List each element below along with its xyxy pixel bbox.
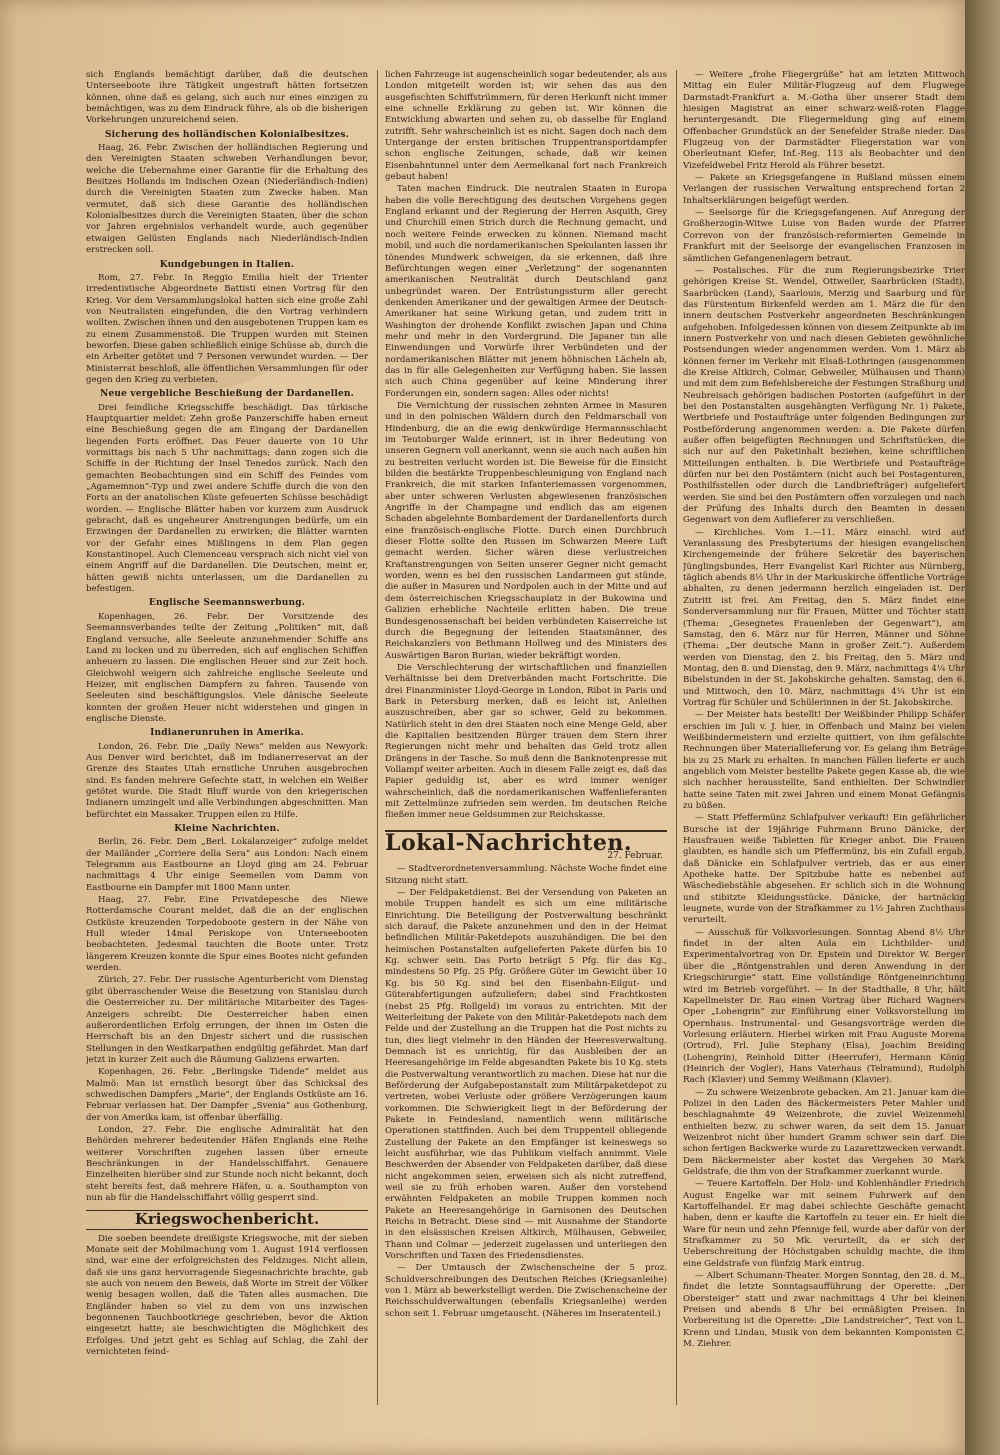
news-item: Zürich, 27. Febr. Der russische Agenturbericht vom Dienstag gibt überraschender Weise die Besetzung von Stanislau durch die Oesterreicher zu. Der militärische Mitarbeiter des Tages-Anzeigers schreibt: Die Oesterreicher haben einen außerordentlichen Erfolg errungen, der ihnen im Osten die Herrschaft bis an den Dnjestr sichert und die russischen Stellungen in den Westkarpathen endgültig gefährdet. Man darf jetzt in kurzer Zeit auch die Räumung Galiziens erwarten.	[86, 975, 368, 1065]
article-italy: Rom, 27. Febr. In Reggio Emilia hielt der Trienter irredentistische Abgeordnete Battisti einen Vortrag für den Krieg. Vor dem Versammlungslokal hatten sich eine große Zahl von Neutralisten eingefunden, die den Vortrag verhindern wollten. Zwischen ihnen und den ausgebotenen Truppen kam es zu einem Zusammenstoß. Die Truppen wurden mit Steinen beworfen. Diese gaben schließlich einige Schüsse ab, durch die ein Arbeiter getötet und 7 Personen verwundet wurden. — Der Ministerrat beschloß, alle öffentlichen Versammlungen für oder gegen den Krieg zu verbieten.	[86, 272, 368, 385]
section-title-local-news: Lokal-Nachrichten.	[385, 830, 667, 849]
column-2	[385, 70, 667, 1405]
article-dardanelles: Drei feindliche Kriegsschiffe beschädigt. Das türkische Hauptquartier meldet: Zehn große Panzerschiffe haben erneut eine Beschießung gegen die am Eingang der Dardanellen liegenden Forts eröffnet. Das Feuer dauerte von 10 Uhr vormittags bis nach 5 Uhr nachmittags; dann zogen sich die Schiffe in der Richtung der Insel Tenedos zurück. Nach den gemachten Beobachtungen sind ein Schiff des Feindes vom „Agamemnon“-Typ und zwei andere Schiffe durch die von den Forts an der anatolischen Küste gefeuerten Schüsse beschädigt worden. — Englische Blätter haben vor kurzem zum Ausdruck gebracht, daß es ungeheurer Anstrengungen bedürfe, um ein Erzwingen der Dardanellen zu erwirken; die Blätter warnten vor der Gefahr eines Mißlingens in dem Plan gegen Konstantinopel. Auch Clemenceau versprach sich nicht viel von einem Angriff auf die Dardanellen. Die Deutschen, meint er, hätten gewiß nichts unterlassen, um die Dardanellen zu befestigen.	[86, 402, 368, 595]
local-item: — Statt Pfeffermünz Schlafpulver verkauft! Ein gefährlicher Bursche ist der 19jährige Fuhrmann Bruno Dänicke, der Hausfrauen weiße Tabletten für Krieger anbot. Die Frauen glaubten, es handle sich um Pfeffermünz, bis ein Zufall ergab, daß Dänicke ein Schlafpulver vertrieb, das er aus einer Apotheke hatte. Der Spitzbube hatte es nebenbei auf Wäschediebstähle abgesehen. Er schlich sich in die Wohnung und stibitzte Kleidungsstücke. Dänicke, der hartnäckig leugnete, wurde von der Strafkammer zu 1½ Jahren Zuchthaus verurteilt.	[683, 813, 965, 926]
column-1	[86, 70, 368, 1405]
local-item: — Postalisches. Für die zum Regierungsbezirke Trier gehörigen Kreise St. Wendel, Ottweiler, Saarbrücken (Stadt), Saarbrücken (Land), Saarlouis, Merzig und Saarburg und für das Fürstentum Birkenfeld werden am 1. März die für den innern deutschen Postverkehr angeordneten Beschränkungen aufgehoben. Infolgedessen können von diesem Zeitpunkte ab im innern Postverkehr von und nach diesen Gebieten gewöhnliche Postsendungen wieder angenommen werden. Vom 1. März ab können ferner im Verkehr mit Elsaß-Lothringen (ausgenommen die Kreise Altkirch, Colmar, Gebweiler, Mülhausen und Thann) und mit dem zum Befehlsbereiche der Festungen Straßburg und Neubreisach gehörigen badischen Postorten (aufgeführt in der bei den Postanstalten ausgehängten Verfügung Nr. 1) Pakete, Wertbriefe und Postaufträge unter folgenden Bedingungen zur Postbeförderung angenommen werden: a. Die Pakete dürfen außer offen beigefügten Rechnungen und Schriftstücken, die sich nur auf den Paketinhalt beziehen, keine schriftlichen Mitteilungen enthalten. b. Die Wertbriefe und Postaufträge dürfen nur bei den Postämtern (nicht auch bei Postagenturen, Posthilfsstellen oder durch die Landbriefträger) aufgeliefert werden. Sie sind bei den Postämtern offen vorzulegen und nach der Prüfung des Inhalts durch den Beamten in dessen Gegenwart von dem Auflieferer zu verschließen.	[683, 265, 965, 526]
article-paragraph: Taten machen Eindruck. Die neutralen Staaten in Europa haben die volle Berechtigung des deutschen Vorgehens gegen England erkannt und der Regierung der Herren Asquith, Grey und Churchill einen Strich durch die Rechnung gemacht, und noch weitere Feinde erwecken zu können. Niemand macht mobil, und auch die nordamerikanischen Spekulanten lassen ihr tönendes Mundwerk schweigen, da sie erkennen, daß ihre Befürchtungen wegen einer „Verletzung“ der sogenannten amerikanischen Neutralität durch Deutschland ganz unbegründet waren. Der Entrüstungssturm aller gerecht denkenden Amerikaner und der gewaltigen Armee der Deutsch-Amerikaner hat seine Wirkung getan, und zudem tritt in Washington der drohende Konflikt zwischen Japan und China mehr und mehr in den Vordergrund. Die Japaner tun alle Einwendungen und Vorwürfe ihrer Verbündeten und der nordamerikanischen Blätter mit jenem höhnischen Lächeln ab, das in für alle Gelegenheiten zur Verfügung haben. Sie lassen sich auch China gegenüber auf keine Minderung ihrer Forderungen ein, sondern sagen: Alles oder nichts!	[385, 184, 667, 399]
local-item: — Der Meister hats bestellt! Der Weißbinder Philipp Schäfer erschien im Juli v. J. hier, in Offenbach und Mainz bei vielen Weißbindermeistern und erzielte quittiert, von ihm gefälschte Rechnungen über Materiallieferung vor. Es gelang ihm Beträge bis zu 25 Mark zu erhalten. In manchen Fällen lieferte er auch angeblich vom Meister bestellte Pakete gegen Kasse ab, die wie sich nachher herausstellte, Sand enthielten. Der Schwindler hatte seine Taten mit zwei Jahren und einem Monat Gefängnis zu büßen.	[683, 710, 965, 811]
article-continuation: sich Englands bemächtigt darüber, daß die deutschen Unterseeboote ihre Tätigkeit ungestraft hätten fortsetzen können, ohne daß es gelang, sich auch nur eines einzigen zu bemächtigen, was zu dem Eindruck führe, als ob die bisherigen Vorkehrungen unzureichend seien.	[86, 70, 368, 126]
column-rule	[377, 70, 378, 1405]
local-item: — Seelsorge für die Kriegsgefangenen. Auf Anregung der Großherzogin-Witwe Luise von Baden wurde der Pfarrer Correvon von der französisch-reformierten Gemeinde in Frankfurt mit der Seelsorge der evangelischen Franzosen in sämtlichen Gefangenenlagern betraut.	[683, 208, 965, 264]
headline-small-news: Kleine Nachrichten.	[174, 824, 280, 834]
column-rule	[676, 70, 677, 1405]
article-holland: Haag, 26. Febr. Zwischen der holländischen Regierung und den Vereinigten Staaten schweben Verhandlungen bevor, welche die Uebernahme einer Garantie für die Erhaltung des Besitzes Hollands im Indischen Ozean (Niederländisch-Indien) durch die Vereinigten Staaten zum Zwecke haben. Man vermutet, daß sich diese Garantie des holländischen Kolonialbesitzes durch die Vereinigten Staaten, über die schon vor Jahren ergebnislos verhandelt wurde, auch gegenüber etwaigen Gelüsten Englands nach Niederländisch-Indien erstrecken soll.	[86, 143, 368, 256]
news-item: Haag, 27. Febr. Eine Privatdepesche des Niewe Rotterdamsche Courant meldet, daß die an der englischen Ostküste kreuzenden Torpedoboote gestern in der Nähe von Hull wieder 14mal Periskope von Unterseebooten beobachteten. Jedesmal tauchten die Boote unter. Trotz längerem Kreuzen konnte die Spur eines Bootes nicht gefunden werden.	[86, 895, 368, 974]
headline-seamen: Englische Seemannswerbung.	[148, 598, 306, 609]
book-binding	[965, 0, 1000, 1455]
local-item: — Albert Schumann-Theater. Morgen Sonntag, den 28. d. M., findet die letzte Sonntagsaufführung der Operette: „Der Obersteiger“ statt und zwar nachmittags 4 Uhr bei kleinen Preisen und abends 8 Uhr bei ermäßigten Preisen. In Vorbereitung ist die Operette: „Die Landstreicher“, Text von L. Krenn und Lindau, Musik von dem bekannten Komponisten C. M. Ziehrer.	[683, 1271, 965, 1350]
headline-italy: Kundgebungen in Italien.	[159, 259, 295, 270]
local-item: — Weitere „frohe Fliegergrüße“ hat am letzten Mittwoch Mittag ein Euler Militär-Flugzeug auf dem Flugwege Darmstadt-Frankfurt a. M.-Gotha über unserer Stadt dem hiesigen Magistrat an einer schwarz-weiß-roten Flagge heruntergesandt. Die Fliegermeldung ging auf einem Offenbacher Grundstück an der Senefelder Straße nieder. Das Flugzeug von der Darmstädter Fliegerstation war von Oberleutnant Kiefer, Inf.-Reg. 113 als Beobachter und den Vizefeldwebel Fritz Herold als Führer besetzt.	[683, 70, 965, 171]
news-item: Kopenhagen, 26. Febr. „Berlingske Tidende“ meldet aus Malmö: Man ist ernstlich besorgt über das Schicksal des schwedischen Dampfers „Marie“, der Englands Ostküste am 16. Februar verlassen hat. Der Dampfer „Svenia“ aus Gothenburg, der von Amerika kam, ist offenbar überfällig.	[86, 1067, 368, 1123]
column-3	[683, 70, 965, 1405]
article-continuation: lichen Fahrzeuge ist augenscheinlich sogar bedeutender, als aus London mitgeteilt worden ist; wir sehen das aus den ausgefischten Schiffstrümmern, für deren Herkunft nicht immer eine schnelle Erklärung zu geben ist. Wir können die Entwicklung abwarten und sehen zu, ob dasselbe für England zutrifft. Sehr wahrscheinlich ist es nicht. Sagen doch nach dem Untergange der ersten britischen Truppentransportdampfer schon englische Zeitungen, schade, daß wir keinen Eisenbahntunnel unter dem Aermelkanal fort nach Frankreich gebaut haben!	[385, 70, 667, 183]
news-item: Berlin, 26. Febr. Dem „Berl. Lokalanzeiger“ zufolge meldet der Mailänder „Corriere della Sera“ aus London: Nach einem Telegramm aus Eastbourne an Lloyd ging am 24. Februar nachmittags 4 Uhr einige Seemeilen vom Damm von Eastbourne ein Dampfer mit 1800 Mann unter.	[86, 837, 368, 893]
local-item: — Teuere Kartoffeln. Der Holz- und Kohlenhändler Friedrich August Engelke war mit seinem Fuhrwerk auf den Kartoffelhandel. Er mag dabei schlechte Geschäfte gemacht haben, denn er kaufte die Kartoffeln zu teuer ein. Er hielt die Ware für neun und zehn Pfennige feil, wurde aber dafür von der Strafkammer zu 50 Mk. verurteilt, da er sich der Ueberschreitung der Höchstgaben schuldig machte, die ihm eine Geldstrafe von fünfzig Mark eintrug.	[683, 1179, 965, 1269]
headline-war-week-report: Kriegswochenbericht.	[86, 1210, 368, 1229]
local-item: — Ausschuß für Volksvorlesungen. Sonntag Abend 8½ Uhr findet in der alten Aula ein Lichtbilder- und Experimentalvortrag von Dr. Epstein und Direktor W. Berger über die „Röntgenstrahlen und deren Anwendung in der Kriegschirurgie“ statt. Eine vollständige Röntgeneinrichtung wird im Betrieb vorgeführt. — In der Stadthalle, 8 Uhr, hält Kapellmeister Dr. Rau einen Vortrag über Richard Wagners Oper „Lohengrin“ zur Einführung einer Volksvorstellung im Opernhaus. Instrumental- und Gesangsvorträge werden die Vorlesung erläutern. Hierbei wirken mit Frau Auguste Morena (Ortrud), Frl. Julie Stephany (Elsa), Joachim Breiding (Lohengrin), Reinhold Ditter (Heerrufer), Hermann König (Heinrich der Vogler), Hans Vaterhaus (Telramund), Rudolph Rach (Klavier) und Semmy Weißmann (Klavier).	[683, 927, 965, 1086]
local-item: — Stadtverordnetenversammlung. Nächste Woche findet eine Sitzung nicht statt.	[385, 864, 667, 886]
article-indians: London, 26. Febr. Die „Daily News“ melden aus Newyork: Aus Denver wird berichtet, daß im Indianerreservat an der Grenze des Staates Utah ernstliche Unruhen ausgebrochen sind. Es fanden mehrere Gefechte statt, in welchen ein Weißer getötet wurde. Die Stadt Bluff wurde von den kriegerischen Indianern umzingelt und alle Verbindungen abgeschnitten. Man befürchtet ein Massaker. Truppen eilen zu Hilfe.	[86, 741, 368, 820]
local-item: — Zu schwere Weizenbrote gebacken. Am 21. Januar kam die Polizei in den Laden des Bäckermeisters Peter Mahler und beschlagnahmte 49 Weizenbrote, die zuviel Weizenmehl enthielten bezw. zu schwer waren, da seit dem 15. Januar Weizenbrot nicht über hundert Gramm schwer sein darf. Die schon fertigen Backwerke wurde zu Lazarettzwecken verwandt. Dem Bäckermeister aber kostet das Vergehen 30 Mark Geldstrafe, die ihm von der Strafkammer zuerkannt wurde.	[683, 1087, 965, 1177]
headline-indians: Indianerunruhen in Amerika.	[150, 728, 304, 739]
article-paragraph: Die Verschlechterung der wirtschaftlichen und finanziellen Verhältnisse bei dem Dreiverbänden macht Fortschritte. Die drei Finanzminister Lloyd-George in London, Ribot in Paris und Bark in Petersburg merken, daß es leicht ist, Anleihen auszuschreiben, aber gar so schwer, Geld zu bekommen. Natürlich steht in den drei Staaten noch eine Menge Geld, aber die Kapitalien besitzenden Bürger trauen dem Stern ihrer Regierungen nicht mehr und behalten das Geld trotz allen Drängens in der Tasche. So muß denn die Banknotenpresse mit Vollampf weiter arbeiten. Auch in diesem Falle zeigt es, daß das Papier geduldig ist, aber es wird immer weniger wahrscheinlich, daß die nordamerikanischen Waffenlieferanten mit Zettelmünze zufrieden sein werden. Im deutschen Reiche fließen immer neue Geldsummen zur Reichskasse.	[385, 662, 667, 821]
article-war-week-report: Die soeben beendete dreißigste Kriegswoche, mit der sieben Monate seit der Mobilmachung vom 1. August 1914 verflossen sind, war eine der erfolgreichsten des Feldzuges. Nicht allein, daß sie uns ganz hervorragende Siegesnachrichte brachte, gab sie auch von neuem den Beweis, daß Worte im Streit der Völker wenig besagen wollen, daß die Taten alles ausmachen. Die Engländer haben so viel zu dem von uns inzwischen begonnenen Tauchbootkriege geschrieben, bevor die Aktion eingesetzt hatte; sie beschwichtigten die Möglichkeit des Erfolges. Und jetzt geht es Schlag auf Schlag, die Zahl der vernichteten feind-	[86, 1233, 368, 1358]
headline-holland: Sicherung des holländischen Kolonialbesitzes.	[104, 129, 350, 140]
headline-dardanelles: Neue vergebliche Beschießung der Dardanellen.	[100, 389, 354, 400]
article-paragraph: Die Vernichtung der russischen zehnten Armee in Masuren und in den polnischen Wäldern durch den Feldmarschall von Hindenburg, die an die ewig denkwürdige Hermannsschlacht im Teutoburger Walde erinnert, ist in ihrer Bedeutung von unseren Gegnern voll anerkannt, wenn sie auch nach außen hin zu bestreiten verlucht worden ist. Die Beweise für die Einsicht bilden die bestärkte Truppenbeschleunigung von England nach Frankreich, die mit starken Infanteriemassen vorgenommen, aber unter schweren Verlusten abgewiesenen französischen Angriffe in der Champagne und endlich das am eigenen Schaden abgelehnte Bombardement der Dardanellenforts durch eine französisch-englische Flotte. Durch einen Durchbruch dieser Flotte sollte den Russen im Schwarzen Meere Luft gemacht werden. Sicher wären diese verlustreichen Kraftanstrengungen von Seiten unserer Gegner nicht gemacht worden, wenn es bei den russischen Landarmeen gut stünde, die außer in Masuren und Nordpolen auch in der Mitte und auf dem österreichischen Kriegsschauplatz in der Bukowina und Galizien erhebliche Nachteile erlitten haben. Die treue Bundesgenossenschaft bei beiden verbündeten Kaiserreiche ist durch die Begegnung der leitenden Staatsmänner, des Reichskanzlers von Bethmann Hollweg und des Ministers des Auswärtigen Baron Burian, wieder bekräftigt worden.	[385, 400, 667, 661]
local-item: — Pakete an Kriegsgefangene in Rußland müssen einem Verlangen der russischen Verwaltung entsprechend fortan 2 Inhaltserklärungen beigefügt werden.	[683, 173, 965, 206]
article-seamen: Kopenhagen, 26. Febr. Der Vorsitzende des Seemannsverbandes teilte der Zeitung „Politiken“ mit, daß England versuche, alle Seeleute anzunehmender Schiffe ans Land zu locken und zu überreden, sich auf englischen Schiffen anheuern zu lassen. Die englischen Heuer sind zur Zeit hoch. Gleichwohl weigern sich zahlreiche englische Seeleute und Heizer, mit englischen Dampfern zu fahren. Tausende von Seeleuten sind beschäftigungslos. Viele dänische Seeleute konnten der großen Heuer nicht widerstehen und gingen in englische Dienste.	[86, 611, 368, 724]
local-item: — Der Umtausch der Zwischenscheine der 5 proz. Schuldverschreibungen des Deutschen Reiches (Kriegsanleihe) von 1. März ab bewerkstelligt werden. Die Zwischenscheine der Reichsschuldverwaltungen (ebenfalls Kriegsanleihe) werden schon seit 1. Februar umgetauscht. (Näheres im Inseratenteil.)	[385, 1263, 667, 1319]
dateline: 27. Februar.	[607, 851, 663, 862]
local-item: — Der Feldpaketdienst. Bei der Versendung von Paketen an mobile Truppen handelt es sich um eine militärische Einrichtung. Die Beteiligung der Postverwaltung beschränkt sich darauf, die Pakete anzunehmen und den in der Heimat befindlichen Militär-Paketdepots auszuhändigen. Die bei den heimischen Postanstalten aufgelieferten Pakete dürfen bis 10 Kg. schwer sein. Das Porto beträgt 5 Pfg. für das Kg., mindestens 50 Pfg. 25 Pfg. Größere Güter im Gewicht über 10 Kg. bis 50 Kg. sind bei den Eisenbahn-Eilgut- und Güterabfertigungen aufzuliefern; dabei sind Frachtkosten (nebst 25 Pfg. Rollgeld) im voraus zu entrichten. Mit der Weiterleitung der Pakete von den Militär-Paketdepots nach dem Felde und der Zustellung an die Truppen hat die Post nichts zu tun, dies liegt vielmehr in den Händen der Heeresverwaltung. Demnach ist es unrichtig, für das Ausbleiben der an Heeresangehörige im Felde abgesandten Pakete bis 10 Kg. stets die Postverwaltung verantwortlich zu machen. Diese hat nur die Beförderung der Aufgabepostanstalt zum Militärpaketdepot zu vertreten, wobei Verluste oder größere Verzögerungen kaum vorkommen. Die Schwierigkeit liegt in der Beförderung der Pakete in Feindesland, namentlich wenn militärische Operationen stattfinden. Auch bei dem Truppenteil obliegende Zustellung der Pakete an den Empfänger ist keineswegs so leicht ausführbar, wie das Publikum vielfach annimmt. Viele Beschwerden der Absender von Feldpaketen darüber, daß diese nicht angekommen seien, erweisen sich als nicht zutreffend, weil sie zu früh erhoben waren. Außer den vorstehend erwähnten Feldpaketen an mobile Truppen kommen noch Pakete an Heeresangehörige in Garnisonen des Deutschen Reichs in Betracht. Diese sind — mit Ausnahme der Standorte in den elsässischen Kreisen Altkirch, Mülhausen, Gebweiler, Thann und Colmar — jederzeit zugelassen und unterliegen den Vorschriften und Taxen des Friedensdienstes.	[385, 888, 667, 1262]
local-item: — Kirchliches. Vom 1.—11. März einschl. wird auf Veranlassung des Presbyteriums der hiesigen evangelischen Kirchengemeinde der frühere Sekretär des bayerischen Jünglingsbundes, Herr Evangelist Karl Richter aus Nürnberg, täglich abends 8½ Uhr in der Markuskirche öffentliche Vorträge abhalten, zu denen jedermann herzlich eingeladen ist. Der Zutritt ist frei. Am Freitag, den 5. März findet eine Sonderversammlung nur für Frauen, Mütter und Töchter statt (Thema: „Gesegnetes Frauenleben der Gegenwart“), am Samstag, den 6. März nur für Herren, Männer und Söhne (Thema: „Der deutsche Mann in großer Zeit.“). Außerdem werden von Dienstag, den 2. bis Freitag, den 5. März und Montag, den 8. und Dienstag, den 9. März, nachmittags 4¼ Uhr Bibelstunden in der St. Jakobskirche gehalten. Samstag, den 6. und Mittwoch, den 10. März, nachmittags 4¼ Uhr ist ein Vortrag für Schüler und Schülerinnen in der St. Jakobskirche.	[683, 527, 965, 708]
news-item: London, 27. Febr. Die englische Admiralität hat den Behörden mehrerer bedeutender Häfen Englands eine Reihe weiterer Vorschriften zugehen lassen über erneute Beschränkungen in der Handelsschiffahrt. Genauere Einzelheiten hierüber sind zur Stunde noch nicht bekannt, doch steht bereits fest, daß mehrere Häfen, u. a. Southampton von nun ab für die Handelsschiffahrt völlig gesperrt sind.	[86, 1124, 368, 1203]
